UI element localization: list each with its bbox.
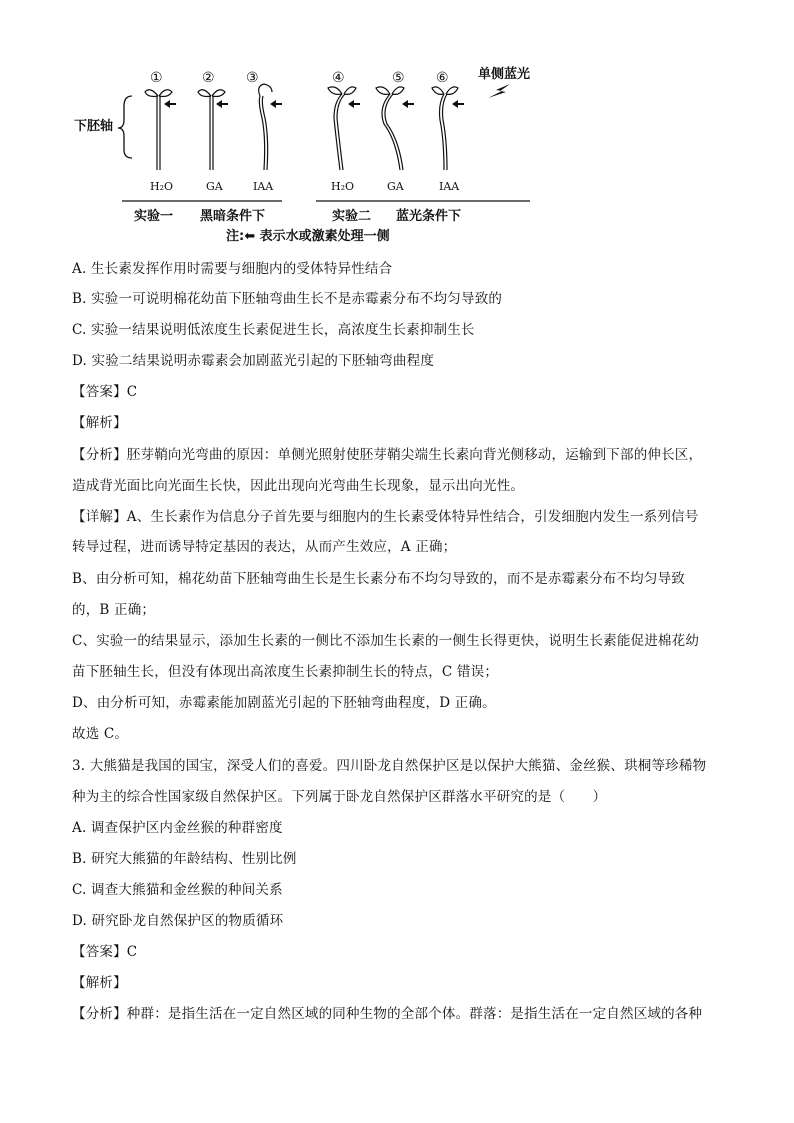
q3-option-c: C. 调查大熊猫和金丝猴的种间关系 [72,882,283,898]
analysis-line: 的，B 正确； [72,602,156,618]
analysis-line: D、由分析可知，赤霉素能加剧蓝光引起的下胚轴弯曲程度，D 正确。 [72,695,496,711]
analysis-line: 【分析】胚芽鞘向光弯曲的原因：单侧光照射使胚芽鞘尖端生长素向背光侧移动，运输到下部的伸长区， [72,447,703,463]
figure-note: 注:⬅ 表示水或激素处理一侧 [226,229,390,244]
analysis-line: 转导过程，进而诱导特定基因的表达，从而产生效应，A 正确； [72,539,457,555]
treatment-label: IAA [439,180,460,193]
seedling-5 [376,87,404,170]
seedling-number: ⑤ [392,70,405,86]
q2-answer: 【答案】C [72,384,138,400]
light-arrow-icon [488,84,510,98]
treatment-label: H₂O [331,180,355,193]
q3-stem-line: 3. 大熊猫是我国的国宝，深受人们的喜爱。四川卧龙自然保护区是以保护大熊猫、金丝猴、珙桐等珍稀物 [72,758,707,774]
treatment-arrow-icon [270,100,282,108]
q2-option-a: A. 生长素发挥作用时需要与细胞内的受体特异性结合 [72,261,393,277]
analysis-line: B、由分析可知，棉花幼苗下胚轴弯曲生长是生长素分布不均匀导致的，而不是赤霉素分布不均匀导致 [72,571,685,587]
seedling-3 [259,84,272,170]
seedling-6 [432,87,458,170]
seedling-number: ③ [246,70,259,86]
q3-option-b: B. 研究大熊猫的年龄结构、性别比例 [72,851,297,867]
q3-option-a: A. 调查保护区内金丝猴的种群密度 [72,820,283,836]
exp1-label: 实验一 [134,209,174,224]
q3-answer: 【答案】C [72,944,138,960]
analysis-line: 故选 C。 [72,726,129,742]
treatment-arrow-icon [402,100,414,108]
treatment-arrow-icon [348,100,360,108]
treatment-label: H₂O [150,180,174,193]
q3-stem-line: 种为主的综合性国家级自然保护区。下列属于卧龙自然保护区群落水平研究的是（ ） [72,789,607,805]
blue-light-label: 单侧蓝光 [478,67,531,82]
treatment-label: IAA [253,180,274,193]
brace [118,96,132,158]
analysis-line: 【分析】种群：是指生活在一定自然区域的同种生物的全部个体。群落：是指生活在一定自然区域的各种 [72,1006,703,1022]
exp2-label: 实验二 [332,209,372,224]
analysis-line: C、实验一的结果显示，添加生长素的一侧比不添加生长素的一侧生长得更快，说明生长素能促进棉花幼 [72,633,700,649]
treatment-arrow-icon [452,100,464,108]
experiment-figure [60,58,560,248]
q2-option-c: C. 实验一结果说明低浓度生长素促进生长，高浓度生长素抑制生长 [72,322,475,338]
analysis-line: 【详解】A、生长素作为信息分子首先要与细胞内的生长素受体特异性结合，引发细胞内发生一系列信号 [72,509,699,525]
seedling-number: ④ [332,70,345,86]
treatment-arrow-icon [216,100,228,108]
seedling-number: ① [150,70,163,86]
treatment-label: GA [387,180,404,193]
q2-option-d: D. 实验二结果说明赤霉素会加剧蓝光引起的下胚轴弯曲程度 [72,353,435,369]
seedling-4 [328,87,356,170]
treatment-label: GA [206,180,223,193]
q2-option-b: B. 实验一可说明棉花幼苗下胚轴弯曲生长不是赤霉素分布不均匀导致的 [72,291,503,307]
seedling-number: ⑥ [436,70,449,86]
analysis-line: 苗下胚轴生长，但没有体现出高浓度生长素抑制生长的特点，C 错误； [72,664,499,680]
exp2-condition: 蓝光条件下 [396,209,462,224]
treatment-arrow-icon [164,100,176,108]
q2-analysis-head: 【解析】 [72,415,127,431]
analysis-line: 造成背光面比向光面生长快，因此出现向光弯曲生长现象，显示出向光性。 [72,478,525,494]
hypocotyl-label: 下胚轴 [74,119,114,134]
q3-option-d: D. 研究卧龙自然保护区的物质循环 [72,913,284,929]
seedling-number: ② [202,70,215,86]
exp1-condition: 黑暗条件下 [200,209,266,224]
q3-analysis-head: 【解析】 [72,975,127,991]
